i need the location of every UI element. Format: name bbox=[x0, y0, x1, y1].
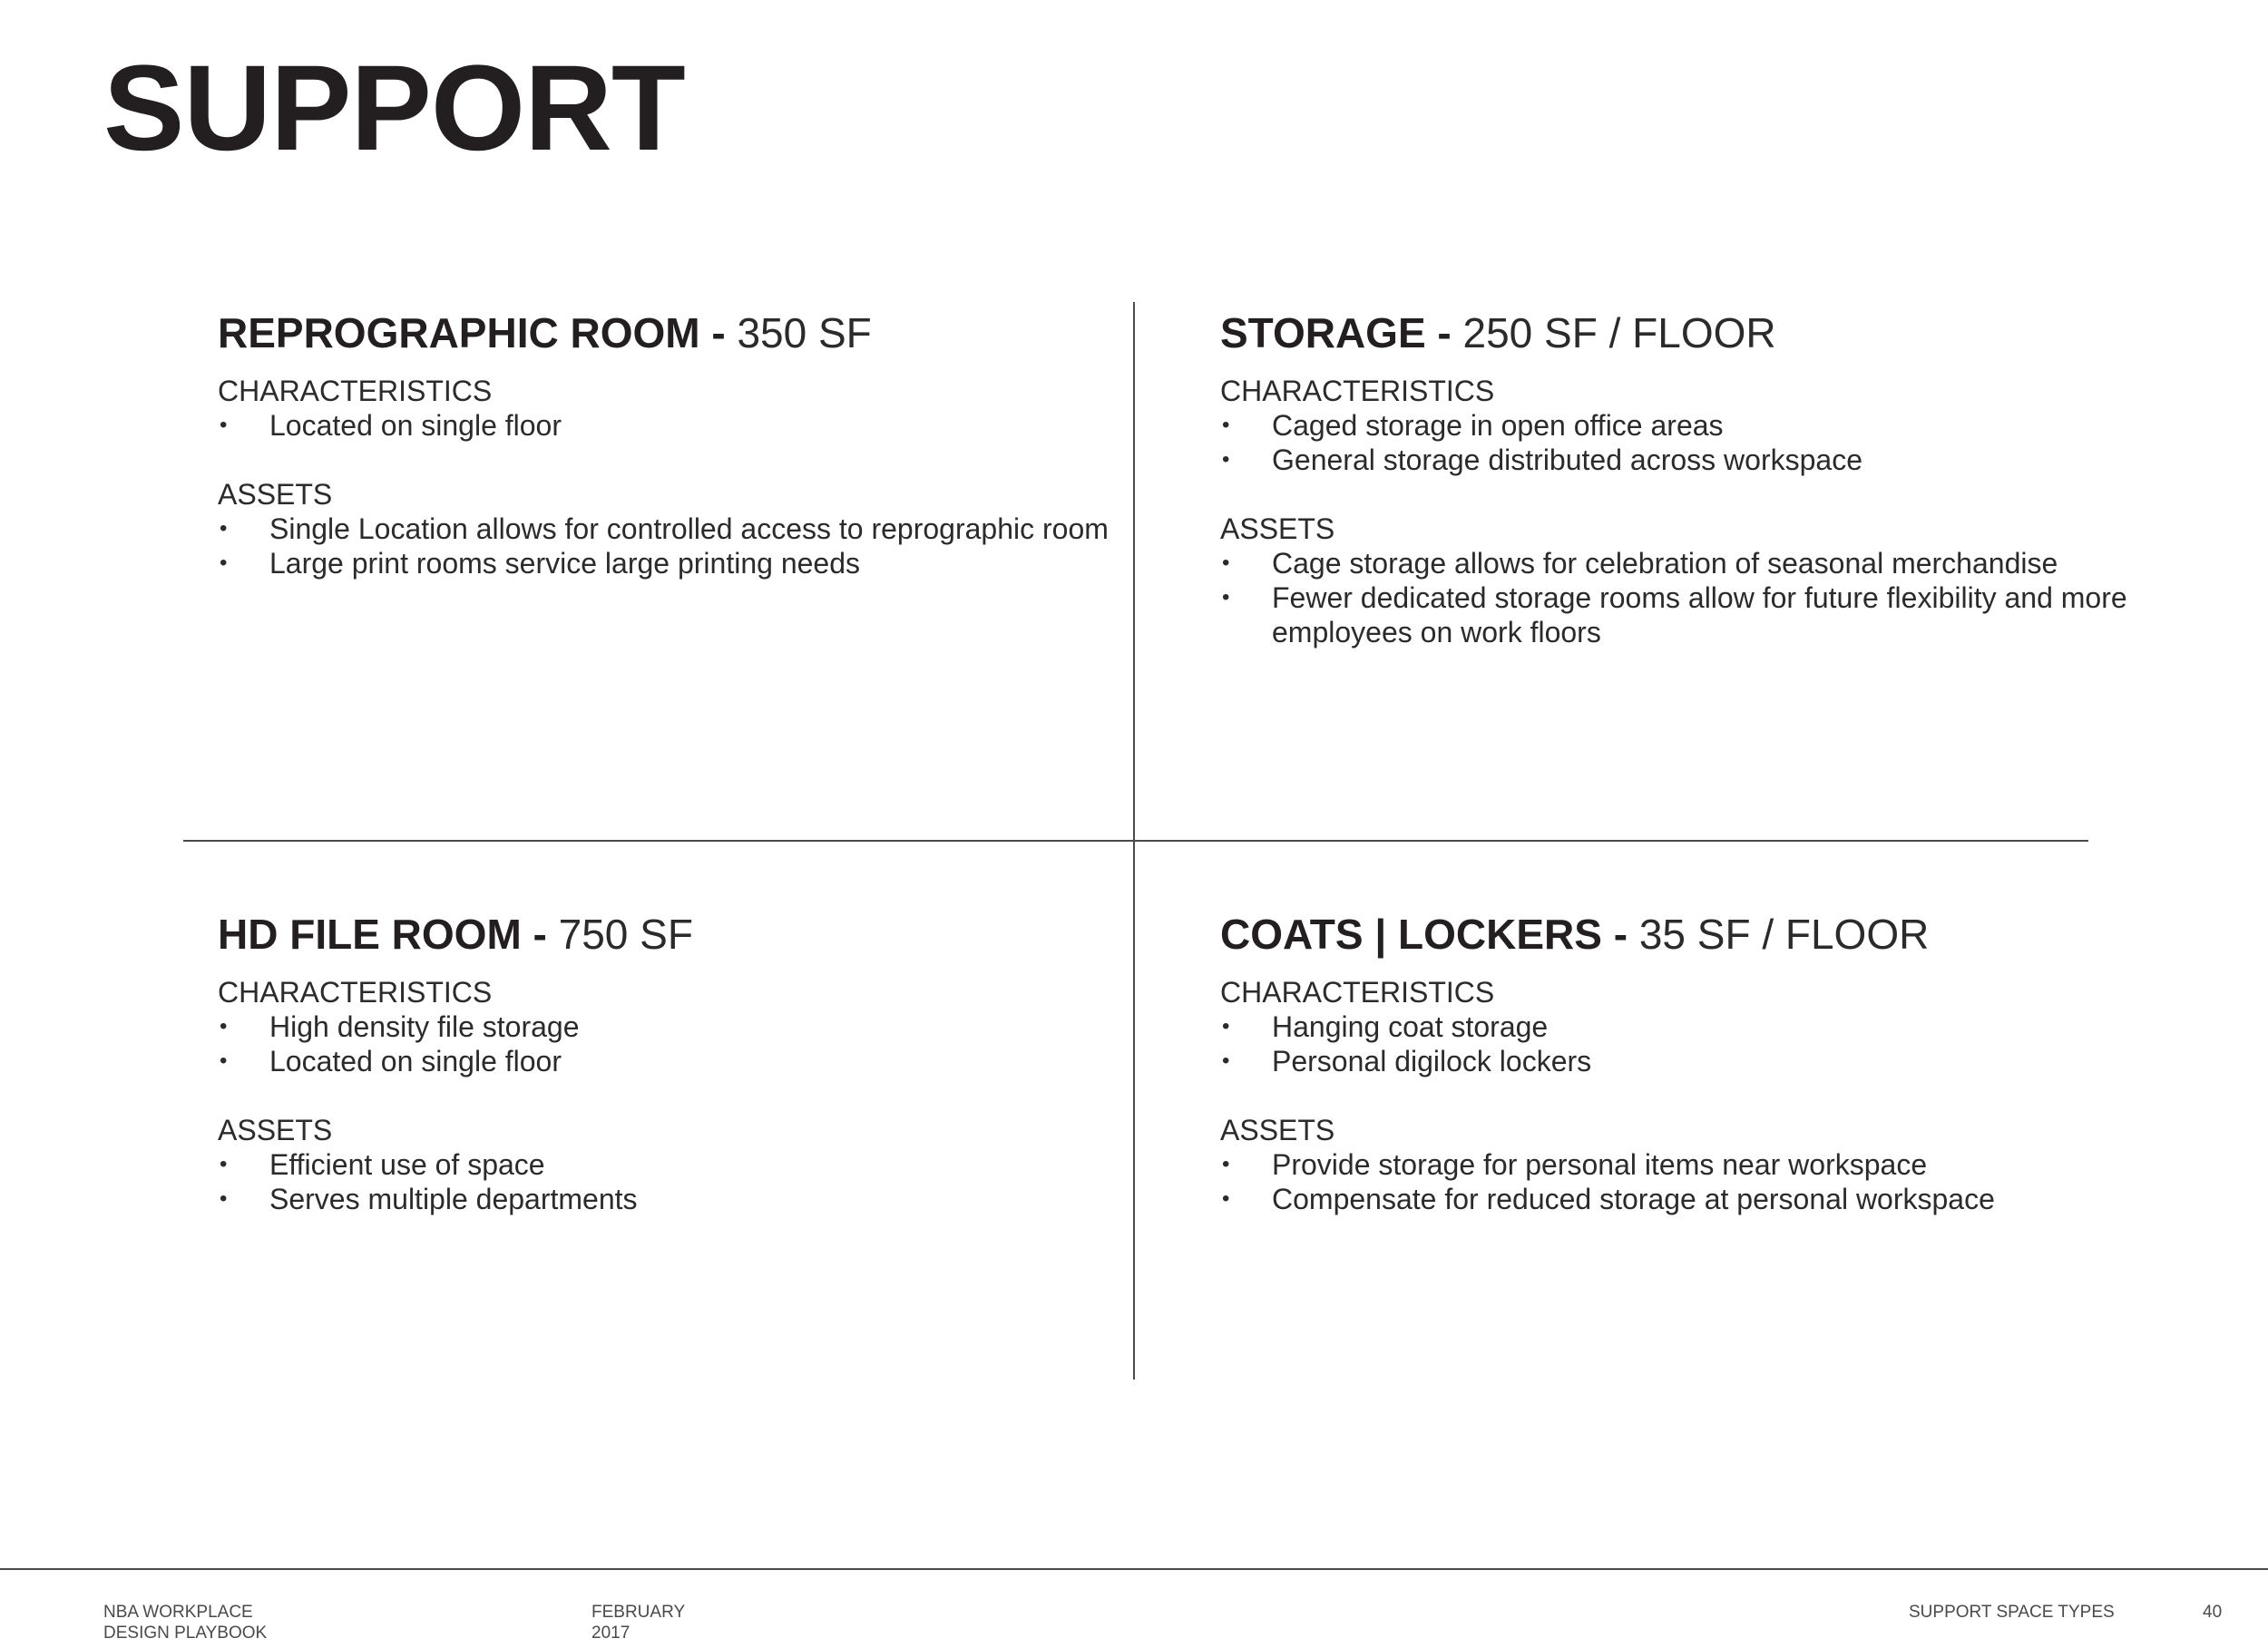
footer-document-line: NBA WORKPLACE bbox=[103, 1603, 253, 1622]
footer-document-line: DESIGN PLAYBOOK bbox=[103, 1624, 268, 1643]
list-item bbox=[1220, 580, 2164, 649]
bullet-icon: • bbox=[1222, 413, 1230, 437]
panel-heading bbox=[1220, 305, 2164, 361]
list-item-text: Serves multiple departments bbox=[269, 1183, 638, 1215]
characteristics-list bbox=[218, 1009, 1161, 1078]
bullet-icon: • bbox=[1222, 1014, 1230, 1039]
list-item bbox=[1220, 546, 2164, 580]
list-item bbox=[218, 512, 1161, 546]
characteristics-label: CHARACTERISTICS bbox=[1220, 375, 1495, 407]
panel-heading bbox=[218, 906, 1161, 962]
footer-divider bbox=[0, 1568, 2268, 1570]
bullet-icon: • bbox=[1222, 551, 1230, 575]
list-item bbox=[218, 1182, 1161, 1216]
list-item-text: Compensate for reduced storage at personal workspace bbox=[1272, 1183, 1995, 1215]
list-item-text: High density file storage bbox=[269, 1010, 580, 1043]
list-item-text: Efficient use of space bbox=[269, 1148, 545, 1181]
list-item-text: Fewer dedicated storage rooms allow for future flexibility and more employees on work floors bbox=[1272, 581, 2127, 648]
heading-area: 750 SF bbox=[558, 911, 693, 958]
heading-area: 350 SF bbox=[737, 309, 872, 356]
assets-list bbox=[218, 1147, 1161, 1216]
assets-label: ASSETS bbox=[1220, 1114, 1335, 1146]
list-item bbox=[218, 546, 1161, 580]
footer-date bbox=[591, 1602, 685, 1643]
list-item-text: Caged storage in open office areas bbox=[1272, 409, 1724, 442]
bullet-icon: • bbox=[220, 413, 228, 437]
list-item-text: Single Location allows for controlled access to reprographic room bbox=[269, 512, 1109, 545]
page-title: SUPPORT bbox=[103, 41, 685, 176]
bullet-icon: • bbox=[220, 516, 228, 541]
footer-page-number: 40 bbox=[2203, 1603, 2223, 1622]
footer-section-name: SUPPORT SPACE TYPES bbox=[1909, 1603, 2115, 1622]
bullet-icon: • bbox=[220, 1152, 228, 1176]
characteristics-list bbox=[1220, 1009, 2164, 1078]
assets-list bbox=[1220, 1147, 2164, 1216]
bullet-icon: • bbox=[220, 1186, 228, 1211]
bullet-icon: • bbox=[220, 551, 228, 575]
assets-list bbox=[1220, 546, 2164, 649]
footer-document-title bbox=[103, 1602, 267, 1643]
characteristics-list bbox=[218, 408, 1161, 443]
assets-label: ASSETS bbox=[218, 478, 333, 511]
heading-space-name: COATS | LOCKERS - bbox=[1220, 911, 1628, 958]
heading-space-name: STORAGE - bbox=[1220, 309, 1452, 356]
bullet-icon: • bbox=[1222, 1048, 1230, 1073]
heading-area: 35 SF / FLOOR bbox=[1638, 911, 1930, 958]
horizontal-divider bbox=[183, 840, 2088, 842]
characteristics-label: CHARACTERISTICS bbox=[218, 976, 493, 1009]
assets-label: ASSETS bbox=[218, 1114, 333, 1146]
bullet-icon: • bbox=[1222, 585, 1230, 609]
list-item bbox=[1220, 1182, 2164, 1216]
reprographic-room-panel bbox=[218, 305, 1161, 580]
list-item bbox=[218, 1044, 1161, 1078]
storage-panel bbox=[1220, 305, 2164, 649]
list-item bbox=[1220, 443, 2164, 477]
footer-date-month: FEBRUARY bbox=[591, 1603, 686, 1622]
list-item-text: Large print rooms service large printing needs bbox=[269, 547, 860, 580]
list-item bbox=[218, 1147, 1161, 1182]
heading-space-name: HD FILE ROOM - bbox=[218, 911, 547, 958]
assets-label: ASSETS bbox=[1220, 512, 1335, 545]
list-item-text: Hanging coat storage bbox=[1272, 1010, 1549, 1043]
bullet-icon: • bbox=[1222, 447, 1230, 472]
characteristics-list bbox=[1220, 408, 2164, 477]
bullet-icon: • bbox=[1222, 1152, 1230, 1176]
bullet-icon: • bbox=[220, 1014, 228, 1039]
list-item bbox=[1220, 1147, 2164, 1182]
heading-area: 250 SF / FLOOR bbox=[1462, 309, 1776, 356]
list-item-text: Cage storage allows for celebration of seasonal merchandise bbox=[1272, 547, 2058, 580]
bullet-icon: • bbox=[220, 1048, 228, 1073]
list-item-text: Provide storage for personal items near workspace bbox=[1272, 1148, 1928, 1181]
panel-heading bbox=[1220, 906, 2164, 962]
heading-space-name: REPROGRAPHIC ROOM - bbox=[218, 309, 726, 356]
characteristics-label: CHARACTERISTICS bbox=[1220, 976, 1495, 1009]
coats-lockers-panel bbox=[1220, 906, 2164, 1216]
panel-heading bbox=[218, 305, 1161, 361]
list-item bbox=[218, 408, 1161, 443]
list-item-text: Personal digilock lockers bbox=[1272, 1045, 1592, 1078]
assets-list bbox=[218, 512, 1161, 580]
list-item bbox=[218, 1009, 1161, 1044]
bullet-icon: • bbox=[1222, 1186, 1230, 1211]
list-item bbox=[1220, 1044, 2164, 1078]
list-item bbox=[1220, 1009, 2164, 1044]
hd-file-room-panel bbox=[218, 906, 1161, 1216]
list-item-text: Located on single floor bbox=[269, 1045, 562, 1078]
footer-date-year: 2017 bbox=[591, 1624, 631, 1643]
list-item-text: General storage distributed across workspace bbox=[1272, 444, 1862, 476]
list-item-text: Located on single floor bbox=[269, 409, 562, 442]
characteristics-label: CHARACTERISTICS bbox=[218, 375, 493, 407]
list-item bbox=[1220, 408, 2164, 443]
